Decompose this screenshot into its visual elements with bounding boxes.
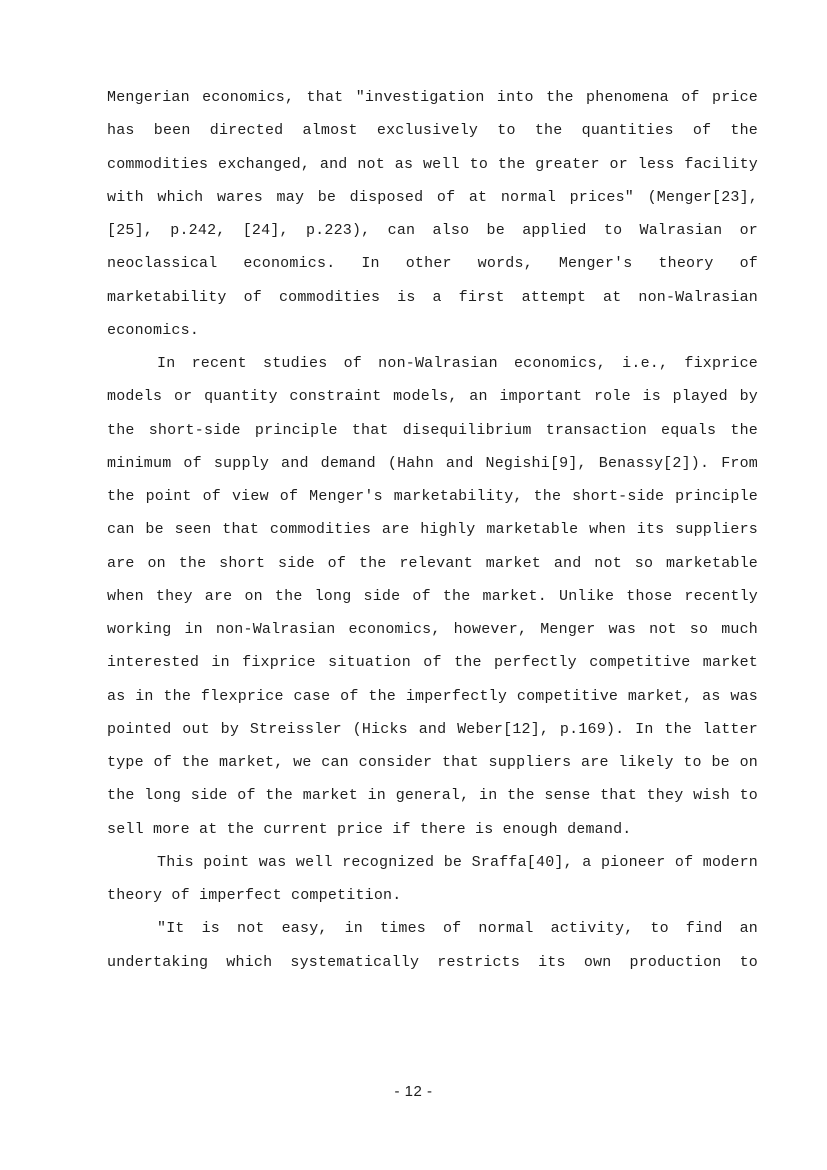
paragraph-menger-marketability: Mengerian economics, that "investigation into the phenomena of price has been directed almost exclusively to the quantities of the commodities exchanged, and not as well to the greater or less facility with which wares may be disposed of at normal prices" (Menger[23], [25], p.242, [24], p.223), can also be applied to Walrasian or neoclassical economics. In other words, Menger's theory of marketability of commodities is a first attempt at non-Walrasian economics. xyxy=(107,89,758,339)
paragraph-sraffa-quote: "It is not easy, in times of normal activity, to find an undertaking which systematically restricts its own production to xyxy=(107,920,758,971)
page-number: - 12 - xyxy=(394,1083,433,1100)
body-text xyxy=(107,81,758,979)
paragraph-short-side-principle: In recent studies of non-Walrasian economics, i.e., fixprice models or quantity constraint models, an important role is played by the short-side principle that disequilibrium transaction equals the minimum of supply and demand (Hahn and Negishi[9], Benassy[2]). From the point of view of Menger's marketability, the short-side principle can be seen that commodities are highly marketable when its suppliers are on the short side of the relevant market and not so marketable when they are on the long side of the market. Unlike those recently working in non-Walrasian economics, however, Menger was not so much interested in fixprice situation of the perfectly competitive market as in the flexprice case of the imperfectly competitive market, as was pointed out by Streissler (Hicks and Weber[12], p.169). In the latter type of the market, we can consider that suppliers are likely to be on the long side of the market in general, in the sense that they wish to sell more at the current price if there is enough demand. xyxy=(107,355,758,838)
paragraph-sraffa: This point was well recognized be Sraffa[40], a pioneer of modern theory of imperfect competition. xyxy=(107,853,758,904)
